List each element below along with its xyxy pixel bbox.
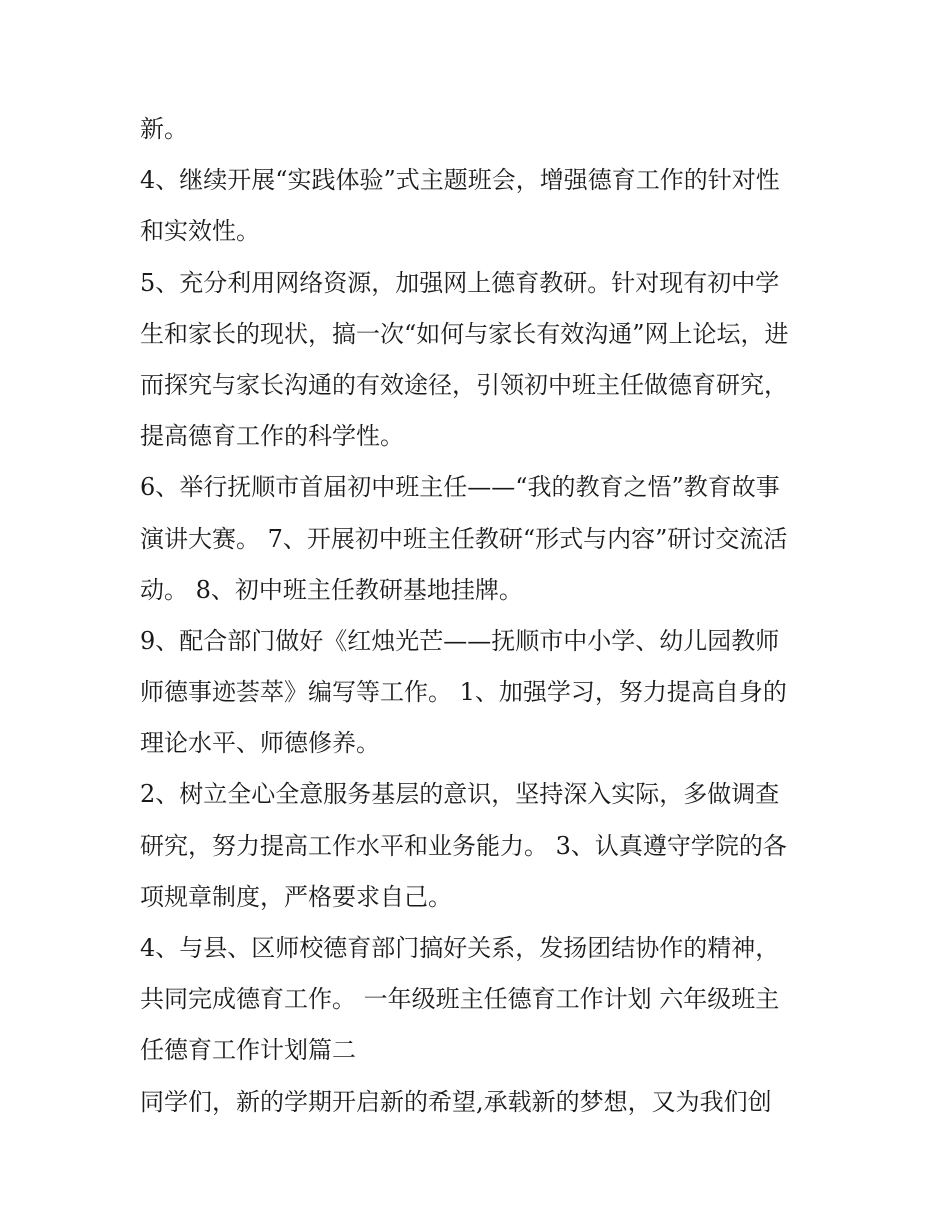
text-line: 而探究与家长沟通的有效途径，引领初中班主任做德育研究， xyxy=(140,370,788,399)
text-line: 4、继续开展“实践体验”式主题班会，增强德育工作的针对性 xyxy=(140,166,780,195)
text-line: 动。 8、初中班主任教研基地挂牌。 xyxy=(140,575,523,604)
text-line: 师德事迹荟萃》编写等工作。 1、加强学习，努力提高自身的 xyxy=(140,678,787,707)
text-line: 演讲大赛。 7、开展初中班主任教研“形式与内容”研讨交流活 xyxy=(140,524,788,553)
text-line: 任德育工作计划篇二 xyxy=(140,1036,356,1065)
text-line: 项规章制度，严格要求自己。 xyxy=(140,882,452,911)
text-line: 新。 xyxy=(140,115,188,143)
text-line: 提高德育工作的科学性。 xyxy=(140,422,404,451)
document-body xyxy=(140,104,840,1128)
text-line: 理论水平、师德修养。 xyxy=(140,729,380,758)
text-line: 共同完成德育工作。 一年级班主任德育工作计划 六年级班主 xyxy=(140,985,780,1014)
text-line: 和实效性。 xyxy=(140,217,260,246)
text-line: 同学们，新的学期开启新的希望,承载新的梦想，又为我们创 xyxy=(140,1087,772,1116)
text-line: 生和家长的现状，搞一次“如何与家长有效沟通”网上论坛，进 xyxy=(140,319,789,348)
text-line: 研究，努力提高工作水平和业务能力。 3、认真遵守学院的各 xyxy=(140,831,787,860)
text-line: 9、配合部门做好《红烛光芒——抚顺市中小学、幼儿园教师 xyxy=(140,626,780,655)
text-line: 4、与县、区师校德育部门搞好关系，发扬团结协作的精神， xyxy=(140,934,780,962)
text-line: 6、举行抚顺市首届初中班主任——“我的教育之悟”教育故事 xyxy=(140,473,780,502)
text-line: 5、充分利用网络资源，加强网上德育教研。针对现有初中学 xyxy=(140,268,780,297)
text-line: 2、树立全心全意服务基层的意识，坚持深入实际，多做调查 xyxy=(140,780,780,809)
